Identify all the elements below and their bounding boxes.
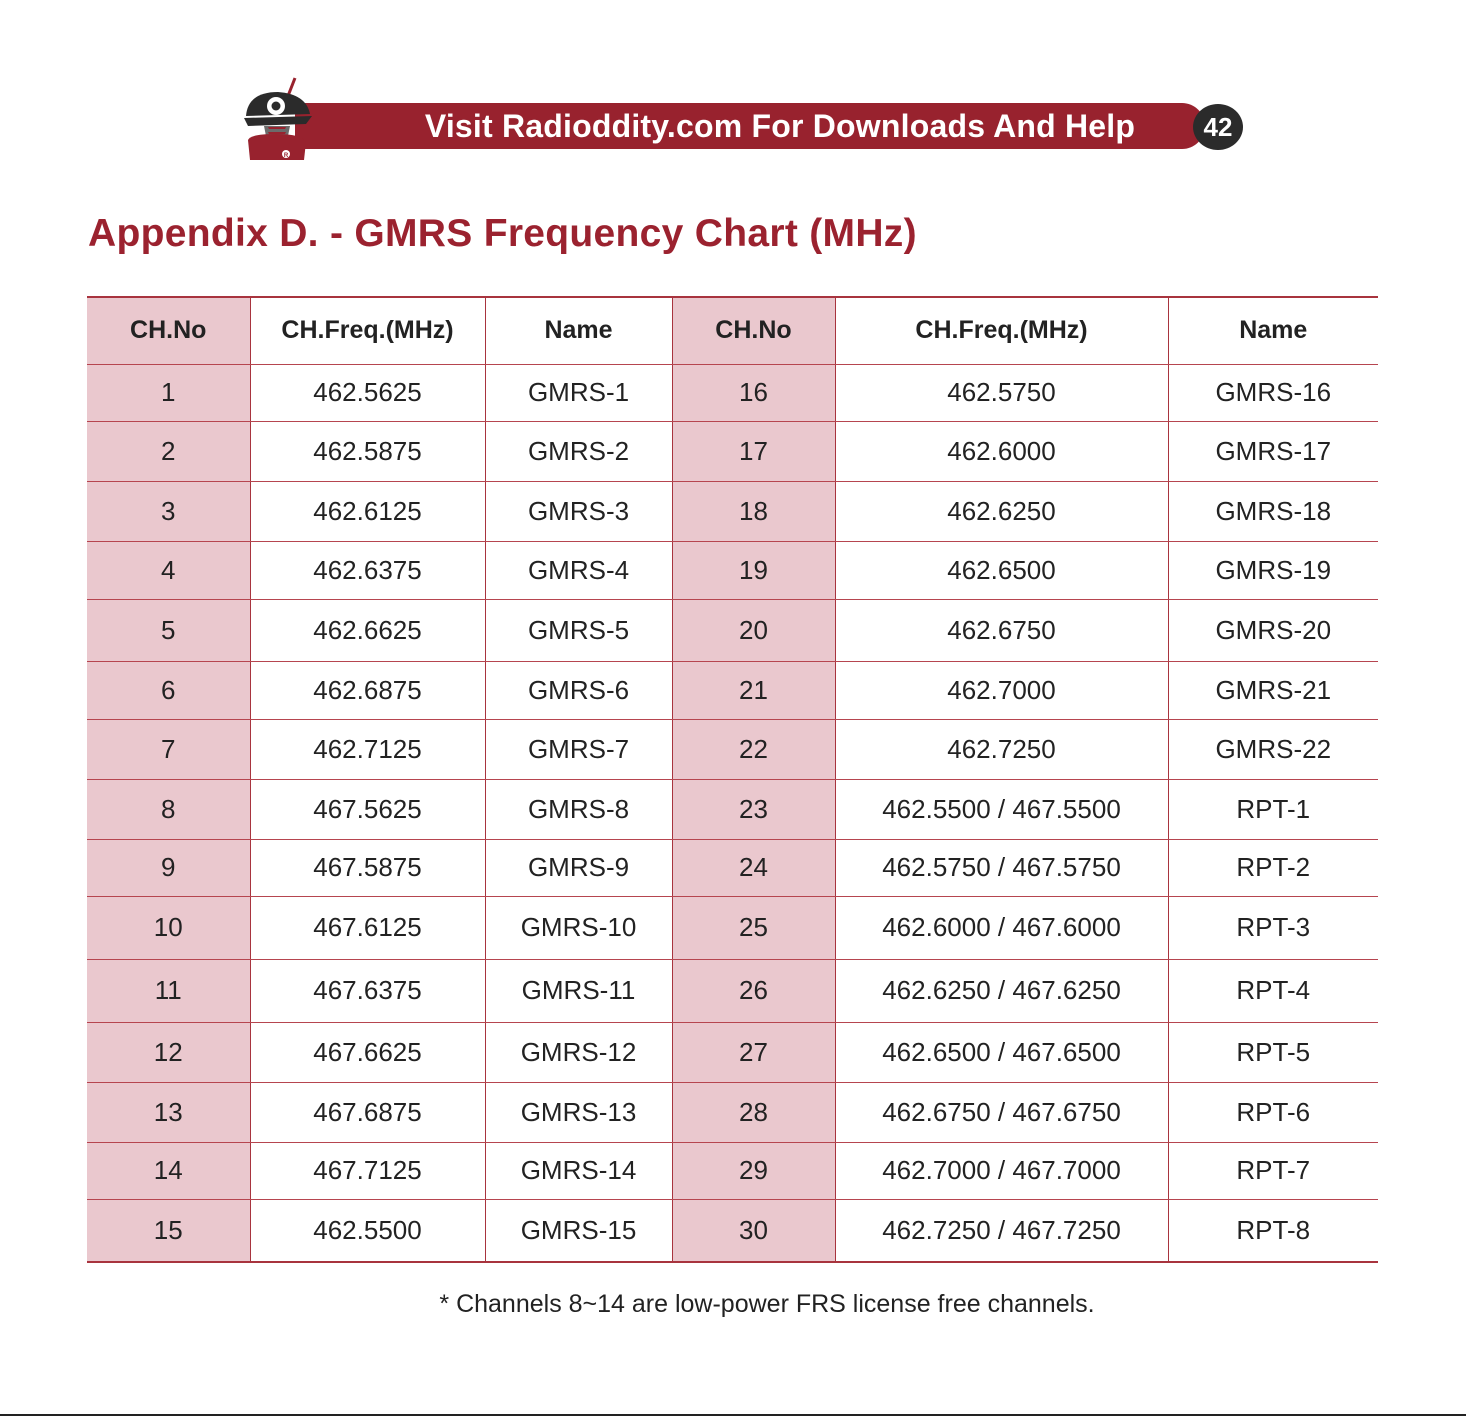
cell-ch-no: 13 [87, 1082, 250, 1142]
cell-ch-no: 12 [87, 1022, 250, 1082]
table-row [87, 1142, 1378, 1199]
cell-ch-freq: 467.7125 [250, 1142, 485, 1199]
table-row [87, 1199, 1378, 1262]
cell-name: GMRS-13 [485, 1082, 672, 1142]
gmrs-frequency-table [87, 296, 1378, 1263]
cell-ch-no: 25 [672, 896, 835, 959]
cell-ch-no: 5 [87, 599, 250, 661]
table-row [87, 421, 1378, 481]
cell-ch-freq: 462.5500 / 467.5500 [835, 779, 1168, 839]
cell-ch-freq: 462.5750 [835, 364, 1168, 421]
cell-ch-freq: 467.6125 [250, 896, 485, 959]
cell-name: GMRS-15 [485, 1199, 672, 1262]
cell-ch-freq: 462.7250 / 467.7250 [835, 1199, 1168, 1262]
table-row [87, 541, 1378, 599]
cell-ch-freq: 467.6375 [250, 959, 485, 1022]
table-row [87, 1082, 1378, 1142]
cell-name: GMRS-6 [485, 661, 672, 719]
table-row [87, 599, 1378, 661]
cell-ch-no: 18 [672, 481, 835, 541]
cell-ch-freq: 467.5625 [250, 779, 485, 839]
footnote: * Channels 8~14 are low-power FRS license free channels. [439, 1290, 1095, 1318]
cell-ch-freq: 462.6000 [835, 421, 1168, 481]
cell-name: GMRS-18 [1168, 481, 1378, 541]
cell-name: GMRS-4 [485, 541, 672, 599]
cell-name: RPT-4 [1168, 959, 1378, 1022]
cell-name: GMRS-8 [485, 779, 672, 839]
header-ch-no: CH.No [87, 297, 250, 364]
cell-name: GMRS-9 [485, 839, 672, 896]
cell-ch-no: 21 [672, 661, 835, 719]
cell-name: GMRS-19 [1168, 541, 1378, 599]
cell-ch-no: 10 [87, 896, 250, 959]
cell-ch-freq: 462.6750 / 467.6750 [835, 1082, 1168, 1142]
table-row [87, 959, 1378, 1022]
cell-ch-freq: 467.6625 [250, 1022, 485, 1082]
header-ch-no: CH.No [672, 297, 835, 364]
table-body [87, 364, 1378, 1262]
cell-ch-no: 11 [87, 959, 250, 1022]
cell-ch-no: 27 [672, 1022, 835, 1082]
cell-ch-no: 17 [672, 421, 835, 481]
page-number-badge: 42 [1193, 104, 1243, 150]
cell-name: RPT-1 [1168, 779, 1378, 839]
table-row [87, 481, 1378, 541]
cell-name: GMRS-16 [1168, 364, 1378, 421]
cell-ch-no: 2 [87, 421, 250, 481]
cell-ch-freq: 462.5625 [250, 364, 485, 421]
radioddity-robot-mascot-icon [240, 76, 320, 162]
cell-ch-no: 29 [672, 1142, 835, 1199]
cell-ch-no: 24 [672, 839, 835, 896]
cell-name: GMRS-17 [1168, 421, 1378, 481]
cell-name: GMRS-22 [1168, 719, 1378, 779]
cell-ch-freq: 462.5500 [250, 1199, 485, 1262]
cell-ch-freq: 462.6500 [835, 541, 1168, 599]
cell-name: RPT-5 [1168, 1022, 1378, 1082]
cell-name: GMRS-1 [485, 364, 672, 421]
page-title: Appendix D. - GMRS Frequency Chart (MHz) [88, 212, 917, 255]
banner-bar [295, 103, 1205, 149]
table-row [87, 661, 1378, 719]
cell-ch-no: 26 [672, 959, 835, 1022]
cell-ch-freq: 462.6625 [250, 599, 485, 661]
cell-name: RPT-2 [1168, 839, 1378, 896]
bottom-rule [0, 1414, 1466, 1416]
cell-name: GMRS-3 [485, 481, 672, 541]
cell-ch-no: 22 [672, 719, 835, 779]
table-row [87, 779, 1378, 839]
header-banner [240, 76, 1246, 162]
cell-name: GMRS-21 [1168, 661, 1378, 719]
table-row [87, 839, 1378, 896]
cell-ch-freq: 462.6000 / 467.6000 [835, 896, 1168, 959]
cell-name: RPT-7 [1168, 1142, 1378, 1199]
cell-ch-freq: 462.6750 [835, 599, 1168, 661]
cell-ch-freq: 462.7250 [835, 719, 1168, 779]
table-row [87, 364, 1378, 421]
cell-ch-no: 15 [87, 1199, 250, 1262]
cell-ch-freq: 467.5875 [250, 839, 485, 896]
header-ch-freq: CH.Freq.(MHz) [835, 297, 1168, 364]
table-row [87, 896, 1378, 959]
svg-text:R: R [283, 153, 289, 159]
cell-ch-no: 8 [87, 779, 250, 839]
cell-name: GMRS-11 [485, 959, 672, 1022]
cell-name: RPT-3 [1168, 896, 1378, 959]
cell-ch-no: 19 [672, 541, 835, 599]
cell-ch-freq: 462.7000 [835, 661, 1168, 719]
cell-ch-freq: 462.7125 [250, 719, 485, 779]
banner-text: Visit Radioddity.com For Downloads And Help [424, 107, 1136, 144]
header-name: Name [485, 297, 672, 364]
cell-ch-no: 16 [672, 364, 835, 421]
cell-ch-freq: 462.6375 [250, 541, 485, 599]
cell-ch-freq: 462.6250 [835, 481, 1168, 541]
cell-ch-freq: 462.6125 [250, 481, 485, 541]
cell-ch-no: 4 [87, 541, 250, 599]
cell-name: GMRS-10 [485, 896, 672, 959]
header-name: Name [1168, 297, 1378, 364]
cell-name: RPT-8 [1168, 1199, 1378, 1262]
cell-ch-no: 3 [87, 481, 250, 541]
cell-name: RPT-6 [1168, 1082, 1378, 1142]
cell-ch-freq: 462.6875 [250, 661, 485, 719]
cell-ch-freq: 462.6250 / 467.6250 [835, 959, 1168, 1022]
cell-ch-no: 28 [672, 1082, 835, 1142]
cell-ch-freq: 462.5750 / 467.5750 [835, 839, 1168, 896]
cell-ch-no: 9 [87, 839, 250, 896]
cell-name: GMRS-14 [485, 1142, 672, 1199]
cell-ch-no: 1 [87, 364, 250, 421]
table-header-row [87, 297, 1378, 364]
cell-ch-no: 23 [672, 779, 835, 839]
cell-name: GMRS-5 [485, 599, 672, 661]
cell-name: GMRS-2 [485, 421, 672, 481]
cell-ch-no: 30 [672, 1199, 835, 1262]
cell-ch-no: 14 [87, 1142, 250, 1199]
table-row [87, 719, 1378, 779]
cell-name: GMRS-7 [485, 719, 672, 779]
cell-ch-freq: 462.5875 [250, 421, 485, 481]
cell-ch-freq: 462.7000 / 467.7000 [835, 1142, 1168, 1199]
header-ch-freq: CH.Freq.(MHz) [250, 297, 485, 364]
cell-ch-freq: 467.6875 [250, 1082, 485, 1142]
cell-ch-no: 6 [87, 661, 250, 719]
cell-name: GMRS-20 [1168, 599, 1378, 661]
cell-ch-freq: 462.6500 / 467.6500 [835, 1022, 1168, 1082]
table-row [87, 1022, 1378, 1082]
cell-ch-no: 7 [87, 719, 250, 779]
cell-ch-no: 20 [672, 599, 835, 661]
cell-name: GMRS-12 [485, 1022, 672, 1082]
